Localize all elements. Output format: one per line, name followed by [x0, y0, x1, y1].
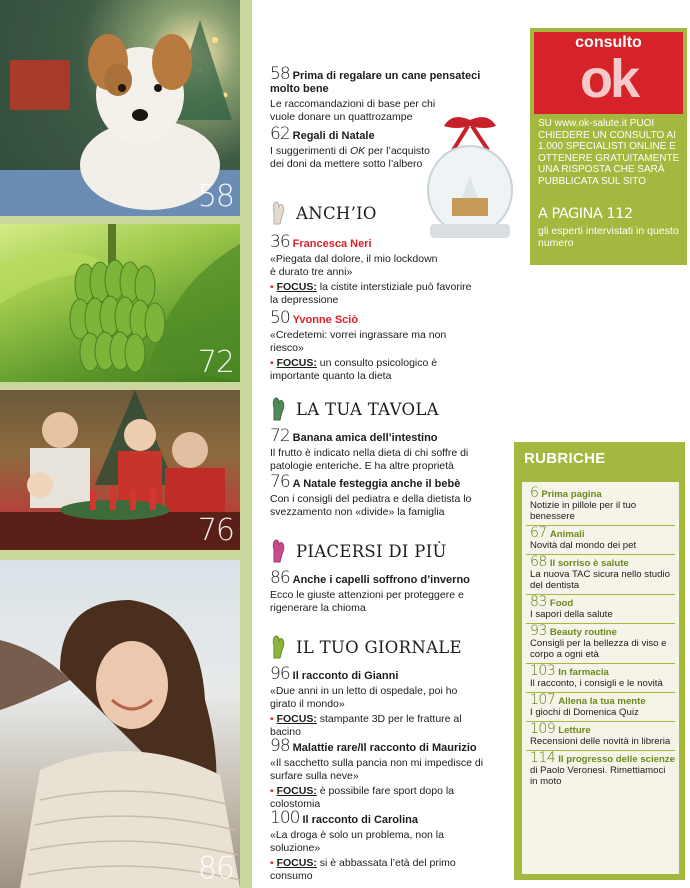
rubrica-page-number: 114: [530, 750, 556, 766]
focus-label: FOCUS:: [276, 857, 317, 869]
entry-title: A Natale festeggia anche il bebè: [292, 478, 461, 490]
focus-text: un consulto psicologico è importante quanto la dieta: [270, 357, 438, 382]
toc-entry-96[interactable]: [270, 664, 480, 739]
photo-page-number: 72: [197, 345, 234, 380]
photo-page-number: 76: [197, 513, 234, 548]
woman-illustration: [0, 560, 240, 888]
rubrica-page-number: 83: [530, 594, 547, 610]
toc-entry-98[interactable]: [270, 736, 502, 811]
entry-description: Le raccomandazioni di base per chi vuole donare un quattrozampe: [270, 98, 436, 123]
entry-focus: [270, 857, 480, 883]
hand-icon: [268, 634, 288, 660]
esperti-text: gli esperti intervistati in questo numero: [538, 225, 679, 249]
toc-entry-50[interactable]: [270, 308, 480, 383]
rubrica-item[interactable]: [526, 555, 675, 595]
rubrica-title: Il sorriso è salute: [549, 558, 629, 569]
photo-family[interactable]: [0, 390, 240, 550]
entry-description: «Credetemi: vorrei ingrassare ma non riesco»: [270, 329, 447, 354]
toc-entry-36[interactable]: [270, 232, 480, 307]
focus-label: FOCUS:: [276, 357, 317, 369]
rubrica-text: Il racconto, i consigli e le novità: [530, 678, 663, 689]
text-su: SU: [538, 118, 555, 129]
rubrica-item[interactable]: [526, 595, 675, 624]
page-number: 50: [270, 308, 290, 328]
focus-text: la cistite interstiziale può favorire la depressione: [270, 281, 472, 306]
entry-title: Il racconto di Gianni: [292, 670, 399, 682]
rubrica-title: Prima pagina: [541, 489, 602, 500]
page-number: 62: [270, 124, 290, 144]
entry-title: Prima di regalare un cane pensateci molto bene: [270, 70, 481, 95]
consulto-text: [538, 118, 683, 187]
section-piacersi-di-piu: [268, 538, 447, 564]
toc-entry-62[interactable]: [270, 124, 430, 171]
logo-word: consulto: [575, 34, 642, 51]
bullet-icon: •: [270, 357, 277, 369]
rubrica-item[interactable]: [526, 722, 675, 751]
entry-description: Il frutto è indicato nella dieta di chi soffre di patologie enteriche. E ha altre proprietà: [270, 447, 469, 472]
rubrica-text: Notizie in pillole per il tuo benessere: [530, 500, 637, 522]
hand-icon: [268, 538, 288, 564]
rubrica-text: di Paolo Veronesi. Rimettiamoci in moto: [530, 765, 666, 787]
entry-title: Regali di Natale: [292, 130, 375, 142]
entry-title: Anche i capelli soffrono d’inverno: [292, 574, 470, 586]
rubrica-page-number: 103: [530, 663, 556, 679]
photo-page-number: 58: [197, 179, 234, 214]
rubrica-text: I sapori della salute: [530, 609, 613, 620]
rubrica-title: Letture: [558, 725, 591, 736]
toc-entry-100[interactable]: [270, 808, 480, 883]
entry-title: Malattie rare/Il racconto di Maurizio: [292, 742, 477, 754]
rubrica-item[interactable]: [526, 751, 675, 790]
entry-person-name: Francesca Neri: [292, 238, 372, 250]
bullet-icon: •: [270, 857, 277, 869]
hand-icon: [268, 200, 288, 226]
rubrica-page-number: 67: [530, 525, 547, 541]
rubriche-box: [514, 442, 685, 880]
page-number: 86: [270, 568, 290, 588]
desc-part: per l’acquisto dei doni da mettere sotto l’albero: [270, 145, 430, 170]
rubrica-page-number: 93: [530, 623, 547, 639]
entry-description: Con i consigli del pediatra e della dietista lo svezzamento non «divide» la famiglia: [270, 493, 472, 518]
rubrica-text: Novità dal mondo dei pet: [530, 540, 637, 551]
page-number: 96: [270, 664, 290, 684]
consulto-ok-logo: [534, 32, 683, 114]
rubrica-item[interactable]: [526, 664, 675, 693]
photo-woman[interactable]: [0, 560, 240, 888]
entry-description: [270, 145, 430, 171]
entry-description: «Due anni in un letto di ospedale, poi ho girato il mondo»: [270, 685, 458, 710]
photo-column: [0, 0, 252, 888]
rubriche-list: [522, 482, 679, 874]
rubrica-text: Recensioni delle novità in libreria: [530, 736, 671, 747]
bullet-icon: •: [270, 713, 277, 725]
entry-focus: [270, 281, 480, 307]
desc-part: I suggerimenti di: [270, 145, 350, 157]
entry-description: «La droga è solo un problema, non la soluzione»: [270, 829, 444, 854]
entry-focus: [270, 713, 480, 739]
page-number: 76: [270, 472, 290, 492]
rubriche-title: RUBRICHE: [524, 450, 606, 467]
page-number: 72: [270, 426, 290, 446]
photo-dog[interactable]: [0, 0, 240, 216]
toc-entry-72[interactable]: [270, 426, 498, 473]
photo-page-number: 86: [197, 851, 234, 886]
hand-icon: [268, 396, 288, 422]
entry-focus: [270, 357, 480, 383]
section-title: LA TUA TAVOLA: [296, 399, 439, 419]
page-number: 98: [270, 736, 290, 756]
rubrica-item[interactable]: [526, 526, 675, 555]
rubrica-text: Consigli per la bellezza di viso e corpo a ogni età: [530, 638, 667, 660]
text-body: PUOI CHIEDERE UN CONSULTO AI 1.000 SPECIALISTI ONLINE E OTTENERE GRATUITAMENTE UNA RISPOSTA CHE SARÀ PUBBLICATA SUL SITO: [538, 118, 680, 187]
rubrica-title: Il progresso delle scienze: [558, 754, 676, 765]
rubrica-title: Food: [549, 598, 574, 609]
rubrica-page-number: 109: [530, 721, 556, 737]
focus-label: FOCUS:: [276, 785, 317, 797]
desc-emphasis: OK: [349, 145, 366, 157]
toc-entry-76[interactable]: [270, 472, 498, 519]
bullet-icon: •: [270, 785, 277, 797]
focus-text: stampante 3D per le fratture al bacino: [270, 713, 462, 738]
rubrica-title: Allena la tua mente: [558, 696, 646, 707]
snow-globe-image: [422, 112, 518, 244]
section-title: IL TUO GIORNALE: [296, 637, 462, 657]
section-anchio: [268, 200, 377, 226]
focus-text: è possibile fare sport dopo la colostomia: [270, 785, 455, 810]
page-number: 36: [270, 232, 290, 252]
page-number: 58: [270, 64, 290, 84]
entry-description: Ecco le giuste attenzioni per proteggere e rigenerare la chioma: [270, 589, 464, 614]
focus-label: FOCUS:: [276, 281, 317, 293]
rubrica-page-number: 107: [530, 692, 556, 708]
logo-ok: ok: [579, 49, 638, 109]
section-il-tuo-giornale: [268, 634, 462, 660]
focus-text: si è abbassata l’età del primo consumo: [270, 857, 456, 882]
consulto-ok-box[interactable]: [530, 28, 687, 265]
rubrica-item[interactable]: [526, 693, 675, 722]
a-pagina-112: A PAGINA 112: [538, 206, 633, 222]
rubrica-text: La nuova TAC sicura nello studio del dentista: [530, 569, 670, 591]
section-la-tua-tavola: [268, 396, 439, 422]
rubrica-text: I giochi di Domenica Quiz: [530, 707, 639, 718]
rubrica-page-number: 68: [530, 554, 547, 570]
focus-label: FOCUS:: [276, 713, 317, 725]
rubrica-page-number: 6: [530, 485, 539, 501]
entry-title: Banana amica dell’intestino: [292, 432, 438, 444]
rubrica-title: Animali: [549, 529, 585, 540]
rubrica-item[interactable]: [526, 486, 675, 526]
section-title: PIACERSI DI PIÙ: [296, 541, 447, 561]
site-link[interactable]: www.ok-salute.it: [554, 118, 627, 129]
entry-title: Il racconto di Carolina: [302, 814, 418, 826]
rubrica-item[interactable]: [526, 624, 675, 664]
bullet-icon: •: [270, 281, 277, 293]
rubrica-title: In farmacia: [558, 667, 609, 678]
entry-description: «Piegata dal dolore, il mio lockdown è durato tre anni»: [270, 253, 438, 278]
entry-person-name: Yvonne Sciò: [292, 314, 359, 326]
rubrica-title: Beauty routine: [549, 627, 617, 638]
section-title: ANCH’IO: [296, 203, 377, 223]
photo-banana[interactable]: [0, 224, 240, 382]
entry-focus: [270, 785, 485, 811]
entry-description: «Il sacchetto sulla pancia non mi impedisce di surfare sulla neve»: [270, 757, 484, 782]
page-number: 100: [270, 808, 300, 828]
toc-entry-86[interactable]: [270, 568, 498, 615]
